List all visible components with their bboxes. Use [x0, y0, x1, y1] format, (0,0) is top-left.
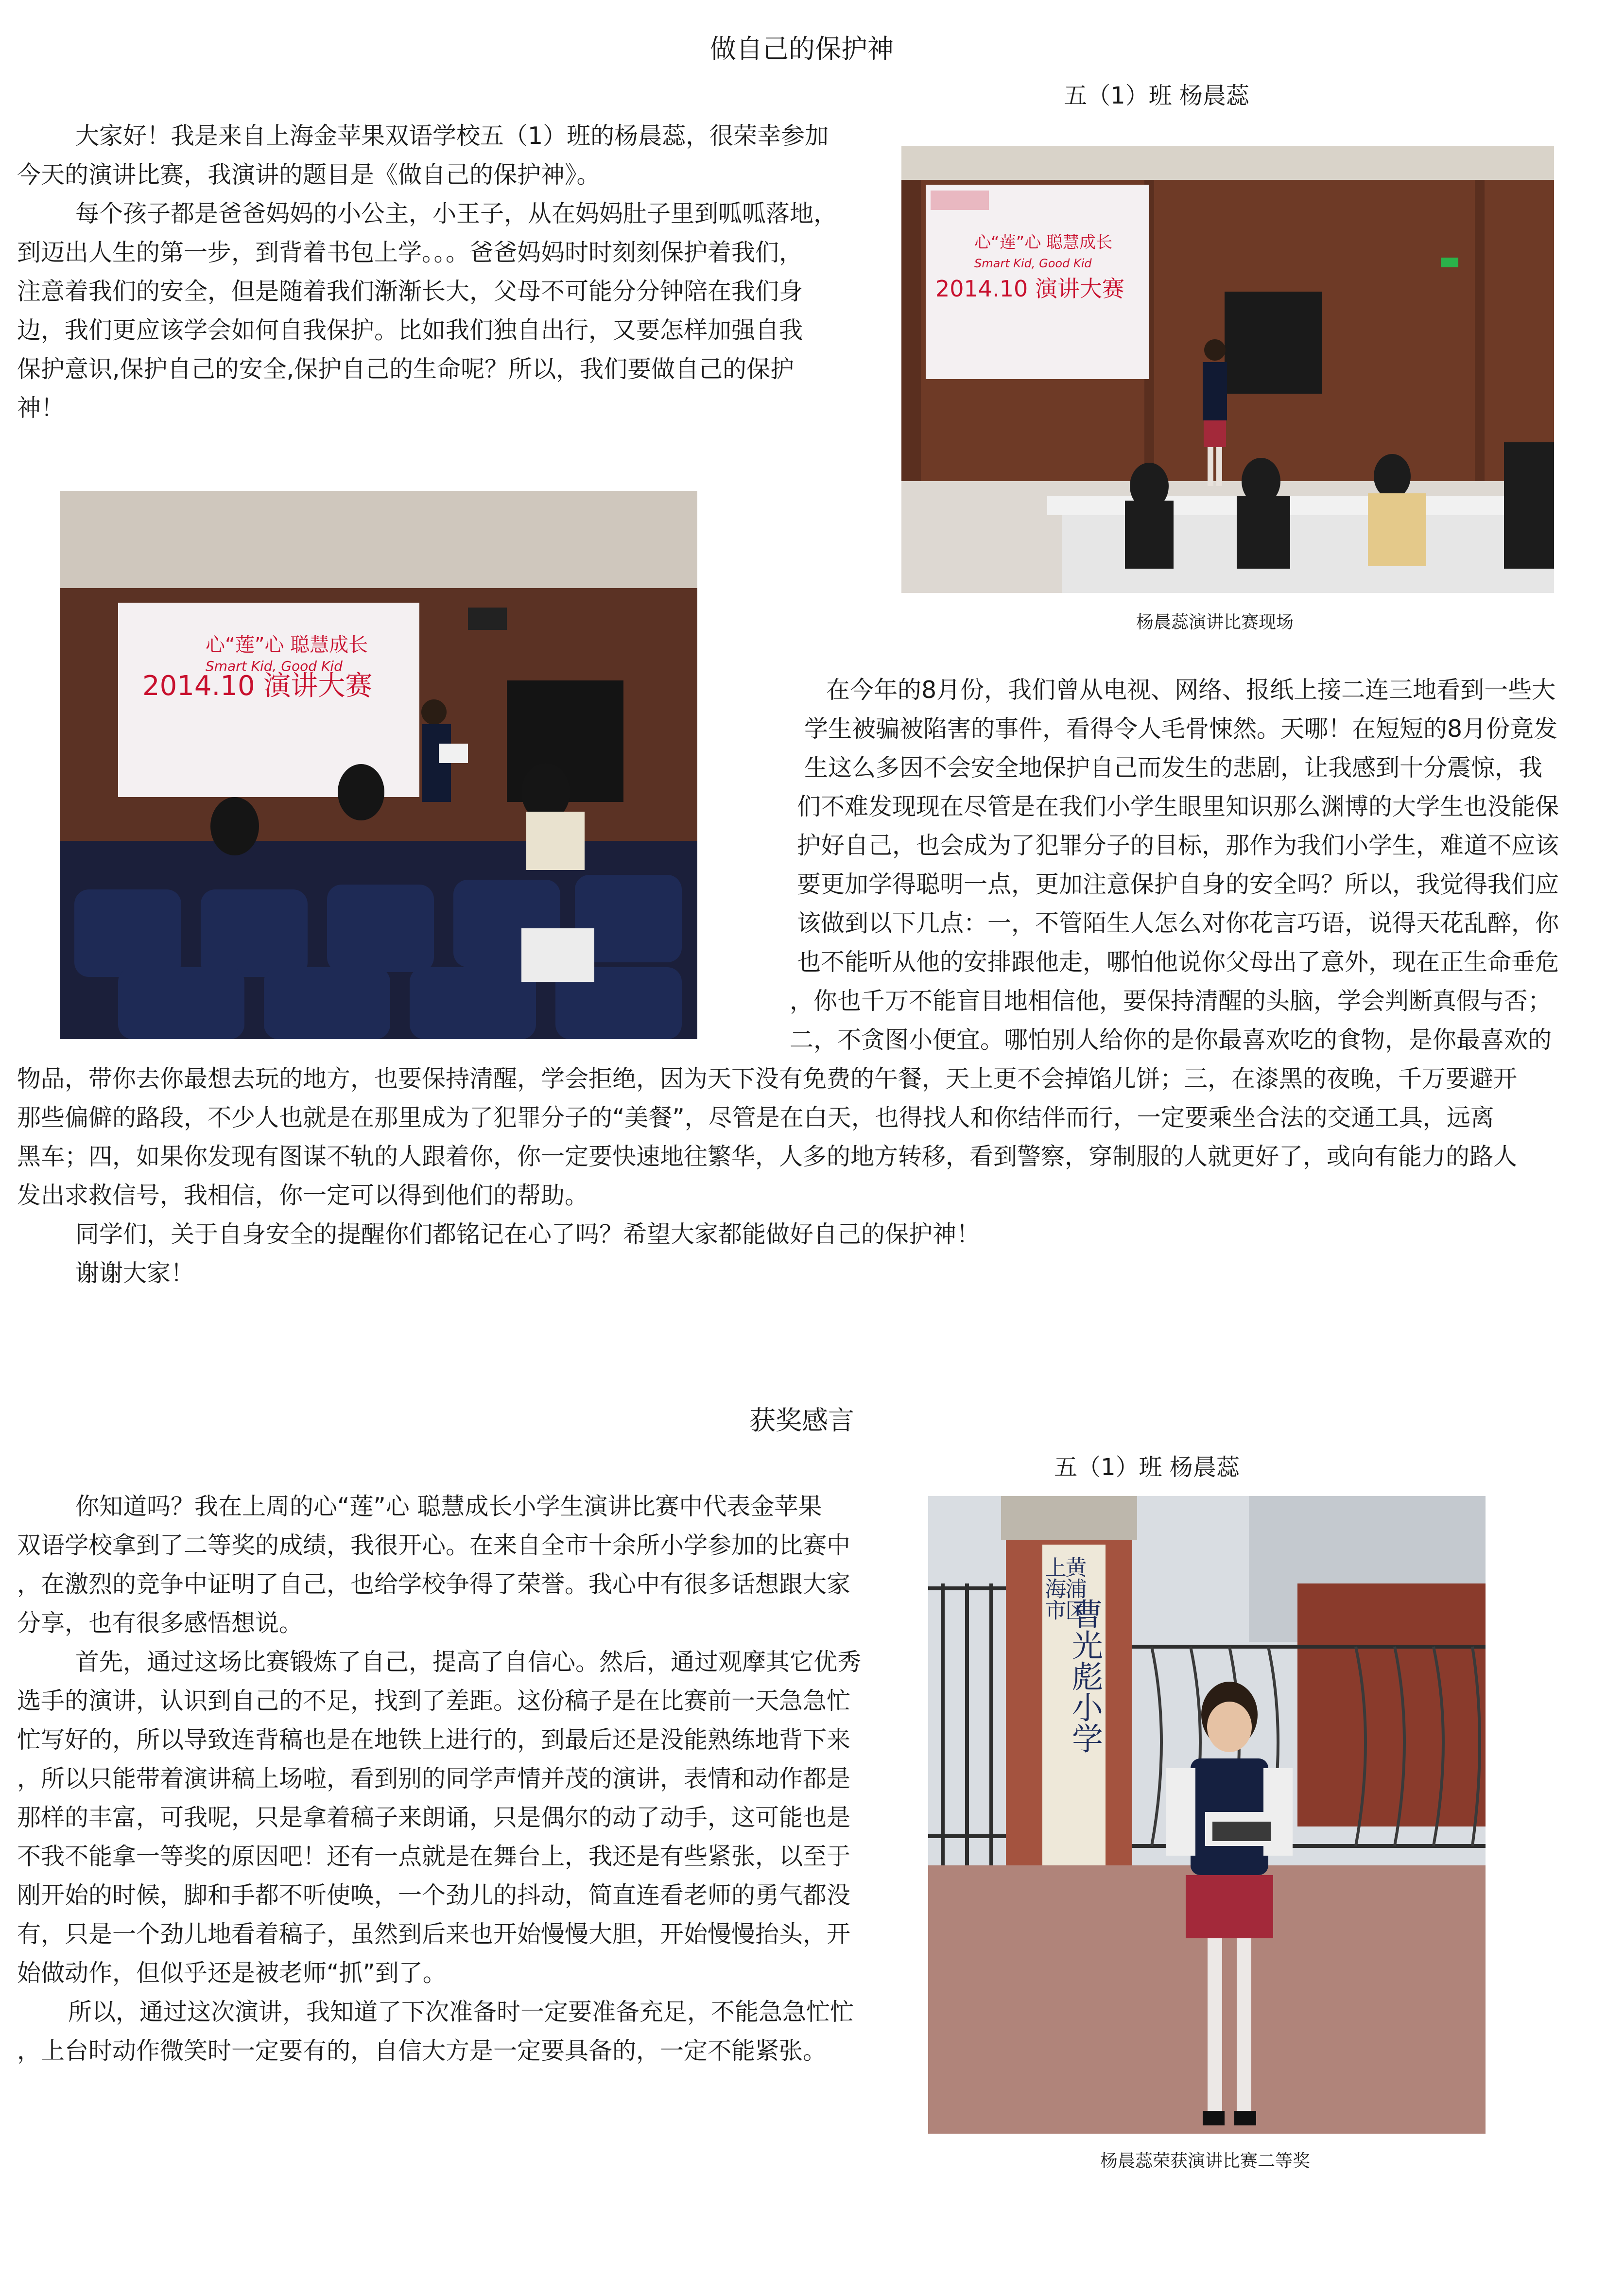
- speech-line: 神！: [17, 394, 65, 422]
- stage-screen-sub: Smart Kid, Good Kid: [974, 257, 1092, 270]
- stage-screen-logo: 心“莲”心 聪慧成长: [974, 233, 1113, 252]
- stage-photo-svg: [901, 146, 1554, 593]
- speech-line: 边，我们更应该学会如何自我保护。比如我们独自出行，又要怎样加强自我: [17, 316, 803, 344]
- award-line: 选手的演讲，认识到自己的不足，找到了差距。这份稿子是在比赛前一天急急忙: [17, 1687, 851, 1715]
- speech-byline: 五（1）班 杨晨蕊: [1064, 82, 1249, 109]
- audience-screen-sub: Smart Kid, Good Kid: [206, 658, 343, 674]
- award-line: 分享，也有很多感悟想说。: [17, 1609, 303, 1637]
- award-photo-gate: [928, 1496, 1486, 2134]
- speech-line: 学生被骗被陷害的事件，看得令人毛骨悚然。天哪！在短短的8月份竟发: [804, 715, 1558, 743]
- award-byline: 五（1）班 杨晨蕊: [1054, 1454, 1240, 1481]
- award-line: 始做动作，但似乎还是被老师“抓”到了。: [17, 1959, 447, 1987]
- speech-line: 们不难发现现在尽管是在我们小学生眼里知识那么渊博的大学生也没能保: [797, 793, 1559, 820]
- stage-photo-caption: 杨晨蕊演讲比赛现场: [1136, 612, 1294, 632]
- award-title: 获奖感言: [749, 1405, 854, 1436]
- award-line: 那样的丰富，可我呢，只是拿着稿子来朗诵，只是偶尔的动了动手，这可能也是: [17, 1804, 851, 1831]
- speech-line: 黑车；四，如果你发现有图谋不轨的人跟着你，你一定要快速地往繁华，人多的地方转移，看到警察，穿制服的人就更好了，或向有能力的路人: [17, 1143, 1518, 1170]
- speech-line: 该做到以下几点：一，不管陌生人怎么对你花言巧语，说得天花乱醉，你: [797, 909, 1559, 937]
- award-line: 忙写好的，所以导致连背稿也是在地铁上进行的，到最后还是没能熟练地背下来: [17, 1726, 851, 1754]
- speech-line: 注意着我们的安全，但是随着我们渐渐长大，父母不可能分分钟陪在我们身: [17, 278, 803, 305]
- speech-line: 保护意识,保护自己的安全,保护自己的生命呢？所以，我们要做自己的保护: [17, 355, 795, 383]
- award-photo-caption: 杨晨蕊荣获演讲比赛二等奖: [1100, 2151, 1310, 2171]
- award-line: 双语学校拿到了二等奖的成绩，我很开心。在来自全市十余所小学参加的比赛中: [17, 1531, 851, 1559]
- speech-line: 生这么多因不会安全地保护自己而发生的悲剧，让我感到十分震惊，我: [804, 754, 1543, 782]
- award-line: 首先，通过这场比赛锻炼了自己，提高了自信心。然后，通过观摩其它优秀: [75, 1648, 862, 1676]
- award-line: 所以，通过这次演讲，我知道了下次准备时一定要准备充足，不能急急忙忙: [68, 1998, 854, 2026]
- speech-title: 做自己的保护神: [710, 34, 894, 64]
- award-line: ，在激烈的竞争中证明了自己，也给学校争得了荣誉。我心中有很多话想跟大家: [17, 1570, 851, 1598]
- speech-line: 每个孩子都是爸爸妈妈的小公主，小王子，从在妈妈肚子里到呱呱落地，: [75, 200, 838, 227]
- speech-line: 那些偏僻的路段，不少人也就是在那里成为了犯罪分子的“美餐”，尽管是在白天，也得找人和你结伴而行，一定要乘坐合法的交通工具，远离: [17, 1104, 1494, 1131]
- plaque-district: 黄浦区: [1061, 1556, 1087, 1620]
- award-line: ，所以只能带着演讲稿上场啦，看到别的同学声情并茂的演讲，表情和动作都是: [17, 1765, 851, 1792]
- plaque-city: 上海市: [1041, 1556, 1066, 1620]
- speech-line: 在今年的8月份，我们曾从电视、网络、报纸上接二连三地看到一些大: [826, 676, 1556, 704]
- speech-line: 同学们，关于自身安全的提醒你们都铭记在心了吗？希望大家都能做好自己的保护神！: [75, 1220, 981, 1248]
- speech-line: 到迈出人生的第一步，到背着书包上学。。。爸爸妈妈时时刻刻保护着我们，: [17, 239, 803, 266]
- speech-line: 今天的演讲比赛，我演讲的题目是《做自己的保护神》。: [17, 161, 601, 189]
- speech-line: 物品，带你去你最想去玩的地方，也要保持清醒，学会拒绝，因为天下没有免费的午餐，天上更不会掉馅儿饼；三，在漆黑的夜晚，千万要避开: [17, 1065, 1518, 1093]
- speech-line: 谢谢大家！: [75, 1259, 195, 1287]
- gate-photo-svg: [928, 1496, 1486, 2134]
- speech-line: 大家好！我是来自上海金苹果双语学校五（1）班的杨晨蕊，很荣幸参加: [75, 122, 829, 150]
- award-line: 刚开始的时候，脚和手都不听使唤，一个劲儿的抖动，简直连看老师的勇气都没: [17, 1881, 851, 1909]
- award-line: 不我不能拿一等奖的原因吧！还有一点就是在舞台上，我还是有些紧张，以至于: [17, 1843, 851, 1870]
- audience-photo-svg: [60, 491, 697, 1039]
- speech-photo-stage: [901, 146, 1554, 593]
- award-line: 有，只是一个劲儿地看着稿子，虽然到后来也开始慢慢大胆，开始慢慢抬头，开: [17, 1920, 851, 1948]
- speech-line: 二，不贪图小便宜。哪怕别人给你的是你最喜欢吃的食物，是你最喜欢的: [790, 1026, 1552, 1054]
- speech-line: ，你也千万不能盲目地相信他，要保持清醒的头脑，学会判断真假与否；: [790, 987, 1552, 1015]
- award-line: ，上台时动作微笑时一定要有的，自信大方是一定要具备的，一定不能紧张。: [17, 2037, 827, 2065]
- audience-screen-logo: 心“莲”心 聪慧成长: [206, 634, 368, 656]
- speech-line: 发出求救信号，我相信，你一定可以得到他们的帮助。: [17, 1182, 589, 1209]
- stage-screen-title: 2014.10 演讲大赛: [935, 276, 1124, 302]
- speech-line: 要更加学得聪明一点，更加注意保护自身的安全吗？所以，我觉得我们应: [797, 870, 1559, 898]
- speech-line: 护好自己，也会成为了犯罪分子的目标，那作为我们小学生，难道不应该: [797, 832, 1559, 859]
- award-line: 你知道吗？我在上周的心“莲”心 聪慧成长小学生演讲比赛中代表金苹果: [75, 1493, 822, 1520]
- plaque-school-name: 曹光彪小学: [1067, 1598, 1103, 1754]
- audience-screen-title: 2014.10 演讲大赛: [142, 670, 373, 702]
- speech-line: 也不能听从他的安排跟他走，哪怕他说你父母出了意外，现在正生命垂危: [797, 948, 1559, 976]
- speech-photo-audience: [60, 491, 697, 1039]
